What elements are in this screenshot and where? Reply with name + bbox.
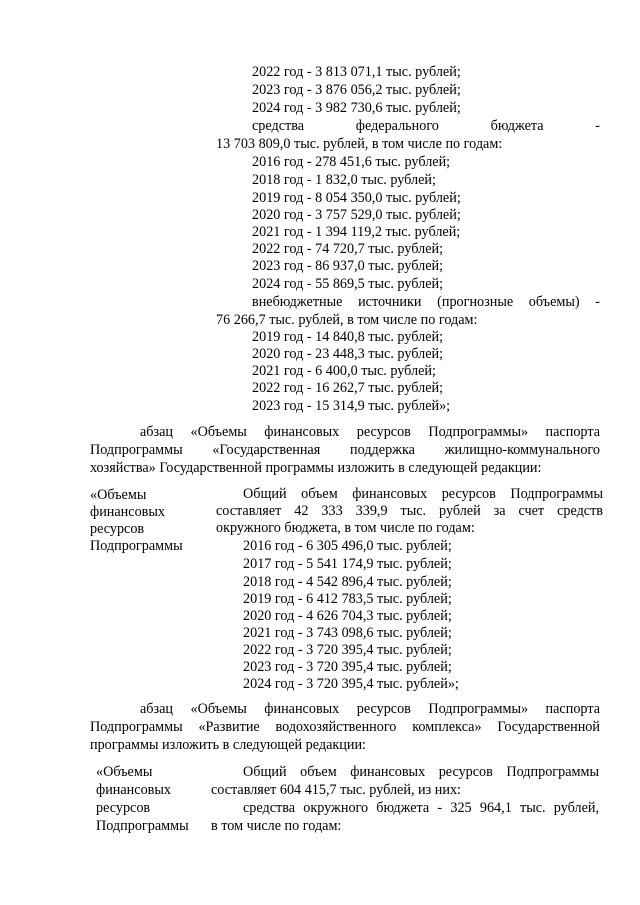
- year-line: 2021 год - 3 743 098,6 тыс. рублей;: [243, 625, 452, 641]
- year-line: 2024 год - 55 869,5 тыс. рублей;: [252, 276, 444, 292]
- year-line: 2022 год - 16 262,7 тыс. рублей;: [252, 380, 444, 396]
- year-line: 2023 год - 3 720 395,4 тыс. рублей;: [243, 659, 452, 675]
- year-line: 2023 год - 3 876 056,2 тыс. рублей;: [252, 82, 461, 98]
- block-text-line: Общий объем финансовых ресурсов Подпрограммы: [243, 764, 599, 780]
- paragraph-line: абзац «Объемы финансовых ресурсов Подпрограммы» паспорта: [140, 701, 600, 717]
- extrabudget-heading: внебюджетные источники (прогнозные объемы) -: [252, 294, 600, 310]
- block-text-line: окружного бюджета, в том числе по годам:: [216, 520, 475, 536]
- extrabudget-total: 76 266,7 тыс. рублей, в том числе по годам:: [216, 312, 478, 328]
- year-line: 2017 год - 5 541 174,9 тыс. рублей;: [243, 556, 452, 572]
- table-label: ресурсов: [96, 800, 151, 816]
- year-line: 2021 год - 6 400,0 тыс. рублей;: [252, 363, 436, 379]
- table-label: финансовых: [90, 504, 165, 520]
- year-line: 2019 год - 8 054 350,0 тыс. рублей;: [252, 190, 461, 206]
- block-text-line: составляет 604 415,7 тыс. рублей, из них:: [211, 782, 461, 798]
- year-line: 2020 год - 4 626 704,3 тыс. рублей;: [243, 608, 452, 624]
- year-line: 2018 год - 4 542 896,4 тыс. рублей;: [243, 574, 452, 590]
- table-label: финансовых: [96, 782, 171, 798]
- block-text-line: средства окружного бюджета - 325 964,1 тыс. рублей,: [243, 800, 599, 816]
- table-label: Подпрограммы: [90, 538, 183, 554]
- year-line: 2024 год - 3 982 730,6 тыс. рублей;: [252, 100, 461, 116]
- year-line: 2016 год - 278 451,6 тыс. рублей;: [252, 154, 451, 170]
- federal-budget-heading: средства федерального бюджета -: [252, 118, 600, 134]
- year-line: 2023 год - 15 314,9 тыс. рублей»;: [252, 398, 451, 414]
- year-line: 2022 год - 3 813 071,1 тыс. рублей;: [252, 64, 461, 80]
- year-line: 2016 год - 6 305 496,0 тыс. рублей;: [243, 538, 452, 554]
- block-text-line: составляет 42 333 339,9 тыс. рублей за счет средств: [216, 503, 603, 519]
- paragraph-line: программы изложить в следующей редакции:: [90, 737, 366, 753]
- paragraph-line: Подпрограммы «Развитие водохозяйственного комплекса» Государственной: [90, 719, 600, 735]
- year-line: 2020 год - 3 757 529,0 тыс. рублей;: [252, 207, 461, 223]
- year-line: 2022 год - 3 720 395,4 тыс. рублей;: [243, 642, 452, 658]
- table-label: «Объемы: [96, 764, 153, 780]
- year-line: 2023 год - 86 937,0 тыс. рублей;: [252, 258, 444, 274]
- year-line: 2019 год - 14 840,8 тыс. рублей;: [252, 329, 444, 345]
- block-text-line: Общий объем финансовых ресурсов Подпрограммы: [243, 486, 603, 502]
- block-text-line: в том числе по годам:: [211, 818, 342, 834]
- year-line: 2022 год - 74 720,7 тыс. рублей;: [252, 241, 444, 257]
- year-line: 2024 год - 3 720 395,4 тыс. рублей»;: [243, 676, 459, 692]
- federal-budget-total: 13 703 809,0 тыс. рублей, в том числе по годам:: [216, 136, 503, 152]
- table-label: Подпрограммы: [96, 818, 189, 834]
- table-label: ресурсов: [90, 521, 145, 537]
- year-line: 2021 год - 1 394 119,2 тыс. рублей;: [252, 224, 461, 240]
- year-line: 2020 год - 23 448,3 тыс. рублей;: [252, 346, 444, 362]
- paragraph-line: абзац «Объемы финансовых ресурсов Подпрограммы» паспорта: [140, 424, 600, 440]
- paragraph-line: хозяйства» Государственной программы изложить в следующей редакции:: [90, 460, 542, 476]
- year-line: 2019 год - 6 412 783,5 тыс. рублей;: [243, 591, 452, 607]
- table-label: «Объемы: [90, 487, 147, 503]
- paragraph-line: Подпрограммы «Государственная поддержка жилищно-коммунального: [90, 442, 600, 458]
- year-line: 2018 год - 1 832,0 тыс. рублей;: [252, 172, 436, 188]
